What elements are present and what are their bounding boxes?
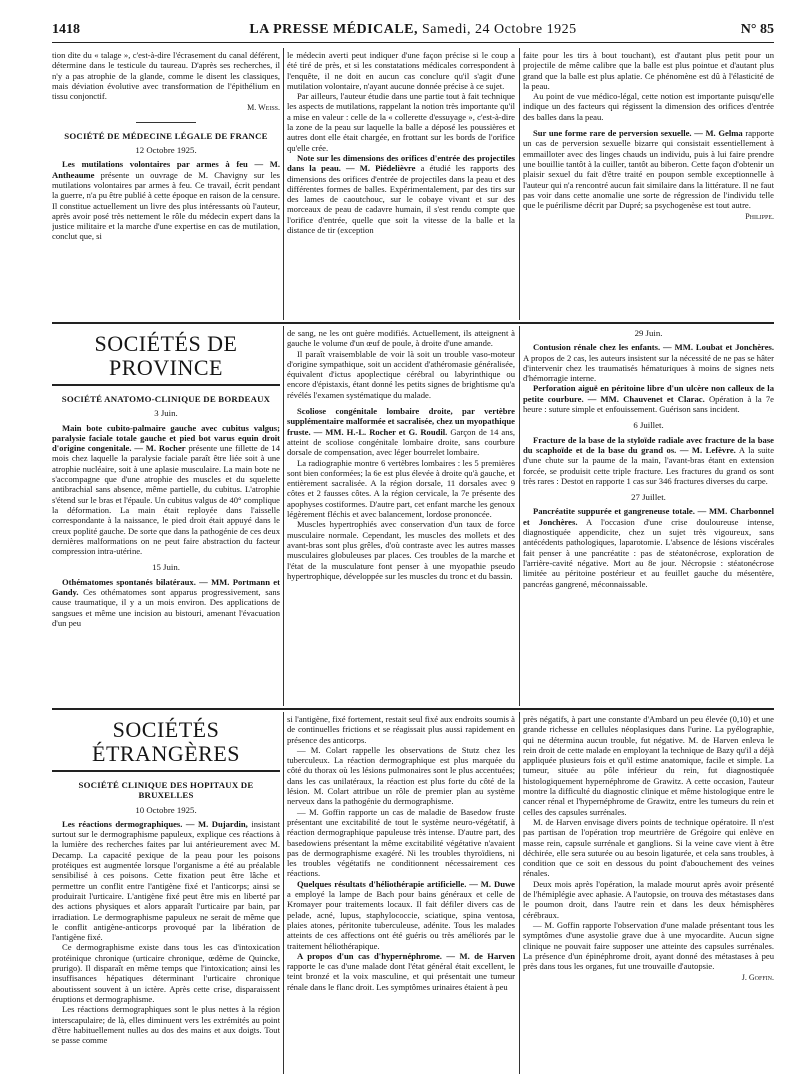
column-divider [283,48,284,320]
paragraph: près négatifs, à part une constante d'Ambard un peu élevée (0,10) et une grande richesse en cellules néoplasiques dans l'urine. La pyélographie, qui ne détermina aucun trouble, fut négative. M. de Harven enleva le rein droit de cette malade en employant la technique de Bazy qu'il a déjà appliquée plusieurs fois et qu'il estime anatomique, facile et simple. La tumeur, située au pôle inférieur du rein, fut diagnostiquée histologiquement hypernéphrome de Grawitz. A cette occasion, l'auteur montre la difficulté du diagnostic clinique et même histologique entre le cancer rénal et l'hypernéphrome de Grawitz, entre les tumeurs du rein et celles des capsules surrénales. [523,714,774,817]
journal-name: LA PRESSE MÉDICALE, [249,22,418,37]
column-divider [519,712,520,1074]
paragraph: si l'antigène, fixé fortement, restait seul fixé aux endroits soumis à de continuelles frictions et se réagissait plus aussi rapidement en présence des anticorps. [287,714,515,745]
article-title: Perforation aiguë en péritoine libre d'un ulcère non calleux de la petite courbure. — MM. Chauvenet et Clarac. [523,383,774,404]
article-body: rapporte un cas de maladie de Basedow fruste présentant une excitabilité de tout le système neuro-végétatif, à réaction dermographique papuleuse très intense. D'autre part, des basedowiens présentant la même excitabilité végétative n'avaient pas de dermographisme exagéré. Ni les troubles thyroïdiens, ni les troubles végétatifs ne conditionnent nécessairement ces réactions. [287,806,515,879]
article-title: Fracture de la base de la styloïde radiale avec fracture de la base du scaphoïde et de la base du grand os. — M. Lefèvre. [523,434,774,455]
article-title: Note sur les dimensions des orifices d'entrée des projectiles dans la peau. — M. Piédelièvre [287,152,515,174]
page-number: 1418 [52,22,80,37]
column-divider [519,326,520,706]
section-heading: SOCIÉTÉS DE PROVINCE [94,331,238,380]
article-title: Othématomes spontanés bilatéraux. — MM. Portmann et Gandy. [52,576,280,598]
paragraph: Muscles hypertrophiés avec conservation d'un taux de force musculaire normale. Cependant, les muscles des mollets et des avant-bras sont plus grêles, d'où contraste avec les autres masses musculaires globuleuses par places. Ces troubles de la marche et l'état de la musculature font penser à une myopathie pseudo hypertrophique, développée sur les muscles du tronc et du bassin. [287,519,515,581]
society-name: SOCIÉTÉ DE MÉDECINE LÉGALE DE FRANCE [64,130,268,141]
page-header [52,22,774,40]
article-title: — M. Goffin [533,919,580,930]
paragraph: Par ailleurs, l'auteur étudie dans une partie tout à fait technique les aspects de mutilations, rappelant la notion très importante qu'il a mise en valeur : celle de la « collerette d'essuyage », c'est-à-dire la zone de la peau sur laquelle la balle a déposé les poussières et autres dont elle était chargée, en frottant sur les bords de l'orifice qu'elle crée. [287,91,515,153]
province-column-3 [523,328,774,706]
article-body: rapporte un cas de perversion sexuelle bizarre qui consistait essentiellement à emmailloter avec des linges chauds un individu, puis à lui faire prendre une bouillie tantôt à la cuiller, tantôt au biberon. Cette façon d'obtenir un plaisir sexuel du fait d'être traité en poupon semble exceptionnelle à l'auteur qui n'a rencontré aucun fait similaire dans la littérature. Il ne faut pas voir dans cette anomalie une sorte de régression de l'individu telle que le puérilisme décrit par Dupré; sa psychogenèse est tout autre. [523,128,774,211]
article-paragraph [523,506,774,588]
article-body: présente une fillette de 14 mois chez laquelle la paralysie faciale paraît être liée soit à une atrophie nucléaire, soit à une aplasie musculaire. La main bote ne s'accompagne que d'une atrophie des muscles et du squelette antibrachial sans absence, même partielle, du cubitus. L'atrophie s'étend sur le bras et l'épaule. Un cubitus valgus de 40° complique la déformation. La main était reployée dans l'aisselle correspondante à la naissance, le pied droit était appuyé dans le creux poplité gauche. De sorte que dans la pathogénie de ces deux dernières malformations on ne peut faire abstraction du facteur compression intra-utérine. [52,443,280,557]
article-body: A l'occasion d'une crise douloureuse intense, diagnostiquée appendicite, chez un sujet très vigoureux, sans antécédents pathologiques, laparotomie. L'absence de lésions viscérales fait penser à une pancréatite : pas de stéatonécrose, exploration de l'arrière-cavité négative. Mort au 8e jour. Nécropsie : stéatonécrose limitée au péritoine postérieur et au feuillet gauche du mésentère, pancréas gangrené, méconnaissable. [523,516,774,589]
top-column-3 [523,50,774,320]
article-title: A propos d'un cas d'hypernéphrome. — M. de Harven [297,950,515,961]
article-body: rapporte le cas d'une malade dont l'état général était excellent, le teint bronzé et la voix masculine, et qui présentait une tumeur rénale dans le flanc droit. Les symptômes urinaires étaient à peu [287,961,515,992]
article-body: A la suite d'une chute sur la paume de la main, l'avant-bras étant en extension forcée, se produisit cette triple fracture. Les fractures du grand os sont très rares : Destot en rapporte 1 cas sur 346 fractures diverses du carpe. [523,444,774,486]
heading-rule [52,384,280,386]
paragraph: le médecin averti peut indiquer d'une façon précise si le coup a été tiré de près, et si les constatations médicales correspondent à l'enquête, il ne doit en aucun cas conclure qu'il s'agit d'une mutilation volontaire, n'ayant aucune donnée précise à ce sujet. [287,50,515,91]
article-paragraph [287,879,515,951]
article-title: Quelques résultats d'héliothérapie artificielle. — M. Duwe [297,878,515,889]
paragraph: Au point de vue médico-légal, cette notion est importante puisqu'elle indique un des facteurs qui régissent la dimension des orifices d'entrée des balles dans la peau. [523,91,774,122]
section-heading: SOCIÉTÉS ÉTRANGÈRES [92,717,240,766]
journal-title-line [52,22,774,38]
article-paragraph [287,153,515,235]
column-divider [519,48,520,320]
session-date: 29 Juin. [634,328,663,338]
paragraph: Ce dermographisme existe dans tous les cas d'intoxication protéinique chronique (urticaire chronique, œdème de Quincke, prurigo). Il disparaît en même temps que l'intoxication; ainsi les insuffisances hépatiques déterminant l'urticaire chronique aboutissent souvent à un ictère. Après cette crise, disparaissent éruptions et dermographisme. [52,942,280,1004]
session-date: 12 Octobre 1925. [135,145,197,156]
article-paragraph [52,423,280,557]
top-column-1 [52,50,280,320]
article-paragraph [523,342,774,383]
signature: M. Weiss. [247,103,280,113]
article-title: Les mutilations volontaires par armes à feu — M. Antheaume [52,159,280,180]
article-title: Contusion rénale chez les enfants. — MM. Loubat et Jonchères. [533,342,774,353]
paragraph: La radiographie montre 6 vertèbres lombaires : les 5 premières sont bien conformées; la 6e est plus élevée à droite qu'à gauche, et entièrement sacralisée. A la région dorsale, 11 dorsales avec 9 côtes et 2 fausses côtes. A la région cervicale, la 7e présente des apophyses costiformes. D'autre part, cet enfant marche les genoux légèrement fléchis et avec balancement, lordose prononcée. [287,457,515,520]
article-body: Ces othématomes sont apparus progressivement, sans cause traumatique, il y a un mois environ. Des applications de sangsues et même une incision au bistouri, amenant l'évacuation d'un peu [52,587,280,628]
article-title: Les réactions dermographiques. — M. Dujardin, [62,818,248,829]
header-rule [52,42,774,43]
section-rule [52,322,774,324]
article-body: rappelle les observations de Stutz chez les tuberculeux. La réaction dermographique est plus marquée du côté du thorax où les lésions pulmonaires sont le plus accentuées; dans les cas unilatéraux, la réaction est plus forte du côté de la lésion. M. Colart attribue un rôle de premier plan au système nerveux dans la pathogénie du dermographisme. [287,744,515,807]
article-paragraph [287,745,515,807]
article-title: Scoliose congénitale lombaire droite, par vertèbre supplémentaire malformée et sacralisée, chez un myopathique fruste. — MM. H.-L. Rocher et G. Roudil. [287,406,515,437]
article-paragraph [52,577,280,628]
heading-rule [52,770,280,772]
article-body: rapporte l'observation d'une malade présentant tous les symptômes d'une asystolie grave due à une myocardite. Aucun signe clinique ne pouvait faire supposer une atteinte des capsules surrénales. La présence d'un épinéphrome droit, ayant donné des métastases à peu près dans tous les organes, fut une trouvaille d'autopsie. [523,919,774,972]
article-paragraph [52,159,280,241]
article-paragraph [52,819,280,943]
article-body: a étudié les rapports des dimensions des orifices d'entrée de projectiles dans la peau et des différentes formes de balles. Expérimentalement, par des tirs sur des lames de caoutchouc, sur le cobaye vivant et sur des morceaux de peau de cadavre humain, il s'est rendu compte que l'orifice d'entrée, quelle que soit la vitesse de la balle et la distance de tir (exception [287,163,515,236]
article-body: Garçon de 14 ans, atteint de scoliose congénitale lombaire droite, sans courbure dorsale de compensation, avec léger bourrelet lombaire. [287,426,515,458]
article-body: a employé la lampe de Bach pour bains généraux et celle de Kromayer pour traitements locaux. Il fait défiler divers cas de pelade, acné, lupus, staphylococcie, sciatique, spina ventosa, plaies atones, péritonite tuberculeuse, adénite. Tous les malades atteints de ces affections ont été guéris ou très améliorés par le traitement héliothérapique. [287,889,515,951]
article-title: Main bote cubito-palmaire gauche avec cubitus valgus; paralysie faciale totale gauche et pied bot varus equin droit d'origine congenitale. — M. Rocher [52,422,280,454]
session-date: 6 Juillet. [633,420,664,431]
article-body: insistant surtout sur le dermographisme papuleux, explique ces réactions à la lumière des recherches faites par lui antérieurement avec M. Decamp. La capacité pexique de la peau pour les poisons protéiques est augmentée lorsque l'organisme a été au préalable sensibilisé à ces poisons. Cette fixation peut être lâche et permettre un conflit entre l'antigène fixé et l'anticorps; ainsi se produirait l'urticaire. L'antigène fixé peut être mis en liberté par des actions physiques et alors apparaît l'urticaire par bain, par irradiation. Le dermographisme papuleux ne serait de même que le conflit antigène-anticorps provoqué par la libération de l'antigène fixé. [52,818,280,943]
article-paragraph [523,435,774,486]
paragraph: Il paraît vraisemblable de voir là soit un trouble vaso-moteur d'origine sympathique, soit un accident d'athéromasie généralisée, équivalent d'ictus apoplectique cérébral ou labyrinthique ou encore d'épistaxis, étant donné les petits signes de brightisme qu'a révélés l'examen systématique du malade. [287,348,515,400]
article-title: Pancréatite suppurée et gangreneuse totale. — MM. Charbonnel et Jonchères. [523,506,774,527]
section-rule [52,708,774,710]
etrangeres-column-2 [287,714,515,1072]
society-name: SOCIÉTÉ CLINIQUE DES HOPITAUX DE BRUXELLES [78,780,254,801]
article-paragraph [287,406,515,457]
top-column-2 [287,50,515,320]
article-paragraph [287,951,515,992]
paragraph: Les réactions dermographiques sont le plus nettes à la région interscapulaire; de là, elles diminuent vers les extrémités au point d'être habituellement nulles au dos des mains et aux doigts. Tout se passe comme [52,1004,280,1046]
issue-number: N° 85 [740,22,774,37]
session-date: 15 Juin. [152,562,180,573]
paragraph: Deux mois après l'opération, la malade mourut après avoir présenté de l'hémiplégie avec aphasie. A l'autopsie, on trouva des métastases dans le poumon droit, dans l'autre rein et dans les deux hémisphères cérébraux. [523,878,774,920]
province-column-1 [52,326,280,706]
article-paragraph [523,128,774,210]
society-name: SOCIÉTÉ ANATOMO-CLINIQUE DE BORDEAUX [61,394,271,404]
etrangeres-column-1 [52,712,280,1072]
section-divider [136,122,196,123]
article-paragraph [287,807,515,879]
article-paragraph [523,920,774,971]
etrangeres-column-3 [523,714,774,1072]
session-date: 3 Juin. [154,408,178,419]
paragraph: M. de Harven envisage divers points de technique opératoire. Il n'est pas partisan de l'opération trop meurtrière de Grégoire qui enlève en masse rein, capsule surrénale et ganglions. Si la veine cave vient à être déchirée, elle sera suturée ou au besoin ligaturée, et cela sans troubles, à condition que ce soit en dessous du point d'abouchement des veines rénales. [523,816,774,879]
signature: Philippe. [745,212,774,222]
issue-date: Samedi, 24 Octobre 1925 [422,22,577,37]
column-divider [283,326,284,706]
article-title: Sur une forme rare de perversion sexuelle. — M. Gelma [533,128,743,139]
paragraph: faite pour les tirs à bout touchant), est d'autant plus petit pour un projectile de même calibre que la balle est plus pointue et d'autant plus grand que la balle est plus aplatie. Ce phénomène est dû à l'élasticité de la peau. [523,50,774,91]
article-title: — M. Colart [297,744,348,755]
article-title: — M. Goffin [297,806,345,817]
article-body: Opération à la 7e heure : suture simple et enfouissement. Guérison sans incident. [523,393,774,415]
session-date: 27 Juillet. [631,492,666,503]
signature: J. Goffin. [741,973,774,983]
session-date: 10 Octobre 1925. [135,804,197,815]
article-body: présente un ouvrage de M. Chavigny sur les mutilations volontaires par armes à feu. Ce travail, écrit pendant la guerre, n'a pu être publié à cette époque en raison de la censure. Il constitue actuellement un livre des plus intéressants où l'auteur, après avoir posé très nettement le rôle du médecin expert dans la justice militaire et la marche d'une expertise en cas de mutilation, conclut que, si [52,169,280,242]
article-body: A propos de 2 cas, les auteurs insistent sur la nécessité de ne pas se hâter d'intervenir chez les traumatisés hématuriques à moins de signes nets d'hémorragie interne. [523,352,774,384]
province-column-2 [287,328,515,706]
paragraph: tion dite du « talage », c'est-à-dire l'écrasement du canal déférent, détermine dans le testicule du taureau. D'après ses recherches, il n'y a pas atrophie de la glande, comme le disent les classiques, mais déviation évolutive avec transformation de l'épithélium en tissu conjonctif. [52,50,280,102]
article-paragraph [523,383,774,414]
column-divider [283,712,284,1074]
paragraph: de sang, ne les ont guère modifiés. Actuellement, ils atteignent à gauche le volume d'un œuf de poule, à droite d'une amande. [287,328,515,349]
